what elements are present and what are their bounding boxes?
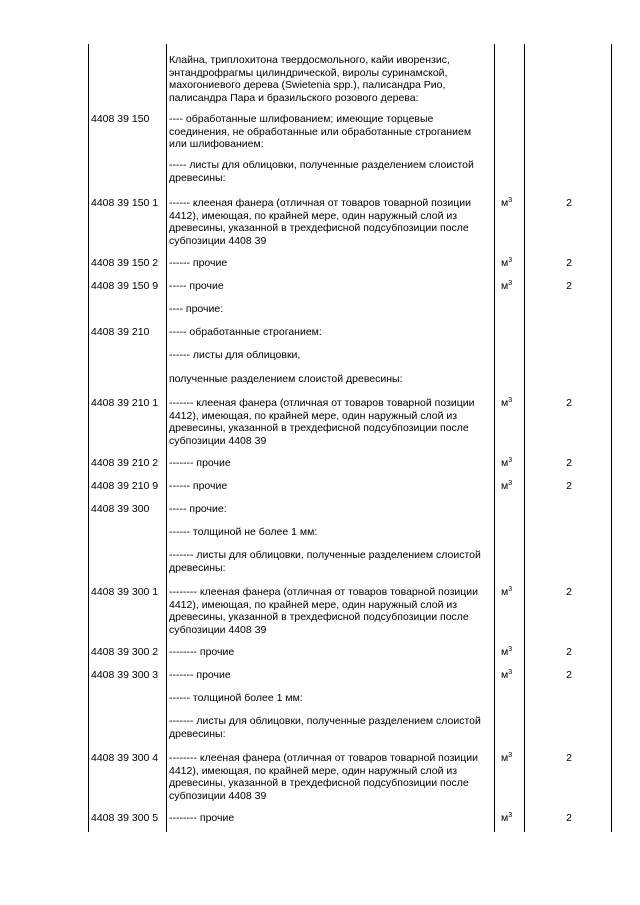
- unit-exponent: 3: [508, 480, 513, 487]
- unit-base: м: [501, 397, 509, 409]
- commodity-description: ------ листы для облицовки,: [169, 349, 301, 361]
- unit-base: м: [501, 646, 509, 658]
- unit-exponent: 3: [508, 197, 513, 204]
- unit-of-measure: [501, 397, 512, 409]
- tariff-code: 4408 39 300 2: [91, 646, 159, 658]
- commodity-description: -------- клееная фанера (отличная от товаров товарной позиции 4412), имеющая, по крайней мере, один наружный слой из древесины, указанной в трехдефисной подсубпозиции после субпозиции 4408 39: [169, 752, 479, 802]
- commodity-description: ----- прочие:: [169, 503, 227, 515]
- unit-exponent: 3: [508, 812, 513, 819]
- tariff-code: 4408 39 150: [91, 113, 150, 125]
- unit-base: м: [501, 197, 509, 209]
- unit-exponent: 3: [508, 257, 513, 264]
- duty-rate: 2: [566, 669, 572, 681]
- unit-of-measure: [501, 197, 512, 209]
- unit-of-measure: [501, 280, 512, 292]
- commodity-description: ------ толщиной более 1 мм:: [169, 692, 303, 704]
- duty-rate: 2: [566, 197, 572, 209]
- unit-of-measure: [501, 257, 512, 269]
- commodity-description: ---- обработанные шлифованием; имеющие торцевые соединения, не обработанные или обработанные строганием или шлифованием:: [169, 113, 472, 151]
- commodity-description: ------- прочие: [169, 457, 231, 469]
- tariff-code: 4408 39 300 3: [91, 669, 159, 681]
- commodity-description: ------- листы для облицовки, полученные разделением слоистой древесины:: [169, 715, 481, 740]
- unit-of-measure: [501, 646, 512, 658]
- unit-exponent: 3: [508, 586, 513, 593]
- duty-rate: 2: [566, 480, 572, 492]
- unit-of-measure: [501, 752, 512, 764]
- duty-rate: 2: [566, 586, 572, 598]
- commodity-description: ------ клееная фанера (отличная от товаров товарной позиции 4412), имеющая, по крайней мере, один наружный слой из древесины, указанной в трехдефисной подсубпозиции после субпозиции 4408 39: [169, 197, 472, 247]
- duty-rate: 2: [566, 397, 572, 409]
- commodity-description: полученные разделением слоистой древесины:: [169, 373, 403, 385]
- tariff-code: 4408 39 210 9: [91, 480, 159, 492]
- tariff-code: 4408 39 300 1: [91, 586, 159, 598]
- commodity-description: ------ толщиной не более 1 мм:: [169, 526, 318, 538]
- tariff-code: 4408 39 150 2: [91, 257, 159, 269]
- unit-of-measure: [501, 669, 512, 681]
- unit-base: м: [501, 480, 509, 492]
- unit-of-measure: [501, 586, 512, 598]
- tariff-code: 4408 39 300: [91, 503, 150, 515]
- unit-exponent: 3: [508, 397, 513, 404]
- unit-of-measure: [501, 480, 512, 492]
- unit-exponent: 3: [508, 669, 513, 676]
- tariff-code: 4408 39 150 1: [91, 197, 159, 209]
- unit-base: м: [501, 257, 509, 269]
- unit-base: м: [501, 669, 509, 681]
- commodity-description: ----- обработанные строганием:: [169, 326, 322, 338]
- duty-rate: 2: [566, 752, 572, 764]
- unit-exponent: 3: [508, 646, 513, 653]
- unit-base: м: [501, 586, 509, 598]
- commodity-description: -------- клееная фанера (отличная от товаров товарной позиции 4412), имеющая, по крайней мере, один наружный слой из древесины, указанной в трехдефисной подсубпозиции после субпозиции 4408 39: [169, 586, 479, 636]
- unit-exponent: 3: [508, 752, 513, 759]
- unit-exponent: 3: [508, 280, 513, 287]
- commodity-description: ----- прочие: [169, 280, 224, 292]
- tariff-code: 4408 39 300 5: [91, 812, 159, 824]
- commodity-description: ----- листы для облицовки, полученные разделением слоистой древесины:: [169, 159, 474, 184]
- commodity-description: -------- прочие: [169, 646, 235, 658]
- duty-rate: 2: [566, 646, 572, 658]
- unit-exponent: 3: [508, 457, 513, 464]
- duty-rate: 2: [566, 257, 572, 269]
- unit-base: м: [501, 752, 509, 764]
- commodity-description: Клайна, триплохитона твердосмольного, кайи иворензис, энтандрофрагмы цилиндрической, виролы суринамской, махогониевого дерева (Swietenia spp.), палисандра Рио, палисандра Пара и бразильского розового дерева:: [169, 54, 450, 104]
- duty-rate: 2: [566, 280, 572, 292]
- commodity-description: ------- листы для облицовки, полученные разделением слоистой древесины:: [169, 549, 481, 574]
- tariff-code: 4408 39 210 2: [91, 457, 159, 469]
- commodity-description: ------ прочие: [169, 480, 228, 492]
- unit-base: м: [501, 812, 509, 824]
- commodity-description: ------- прочие: [169, 669, 231, 681]
- tariff-code: 4408 39 210: [91, 326, 150, 338]
- commodity-description: ---- прочие:: [169, 303, 224, 315]
- commodity-description: ------- клееная фанера (отличная от товаров товарной позиции 4412), имеющая, по крайней мере, один наружный слой из древесины, указанной в трехдефисной подсубпозиции после субпозиции 4408 39: [169, 397, 475, 447]
- commodity-description: -------- прочие: [169, 812, 235, 824]
- commodity-description: ------ прочие: [169, 257, 228, 269]
- tariff-code: 4408 39 150 9: [91, 280, 159, 292]
- tariff-code: 4408 39 300 4: [91, 752, 159, 764]
- tariff-code: 4408 39 210 1: [91, 397, 159, 409]
- unit-of-measure: [501, 812, 512, 824]
- duty-rate: 2: [566, 457, 572, 469]
- duty-rate: 2: [566, 812, 572, 824]
- unit-of-measure: [501, 457, 512, 469]
- unit-base: м: [501, 280, 509, 292]
- unit-base: м: [501, 457, 509, 469]
